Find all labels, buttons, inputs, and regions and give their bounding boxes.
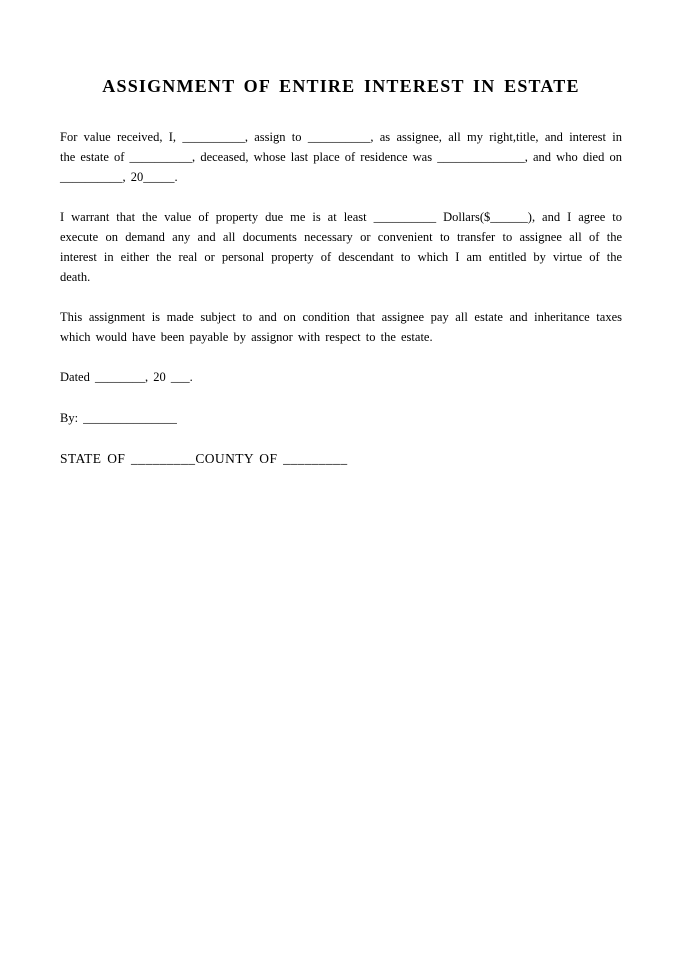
- paragraph-warranty: I warrant that the value of property due me is at least __________ Dollars($______), and I agree to execute on demand any and all documents necessary or convenient to transfer to assignee all of the interest in either the real or personal property of descendant to which I am entitled by virtue of the death.: [60, 210, 622, 284]
- state-county-line: STATE OF _________COUNTY OF _________: [60, 451, 348, 466]
- signature-by-line: By: _______________: [60, 411, 177, 425]
- paragraph-condition: This assignment is made subject to and on condition that assignee pay all estate and inheritance taxes which would have been payable by assignor with respect to the estate.: [60, 310, 622, 344]
- paragraph-value-received: For value received, I, __________, assign to __________, as assignee, all my right,title, and interest in the estate of __________, deceased, whose last place of residence was ______________, and who died on __________, 20_____.: [60, 130, 622, 184]
- document-title: ASSIGNMENT OF ENTIRE INTEREST IN ESTATE: [102, 76, 580, 96]
- dated-line: Dated ________, 20 ___.: [60, 370, 193, 384]
